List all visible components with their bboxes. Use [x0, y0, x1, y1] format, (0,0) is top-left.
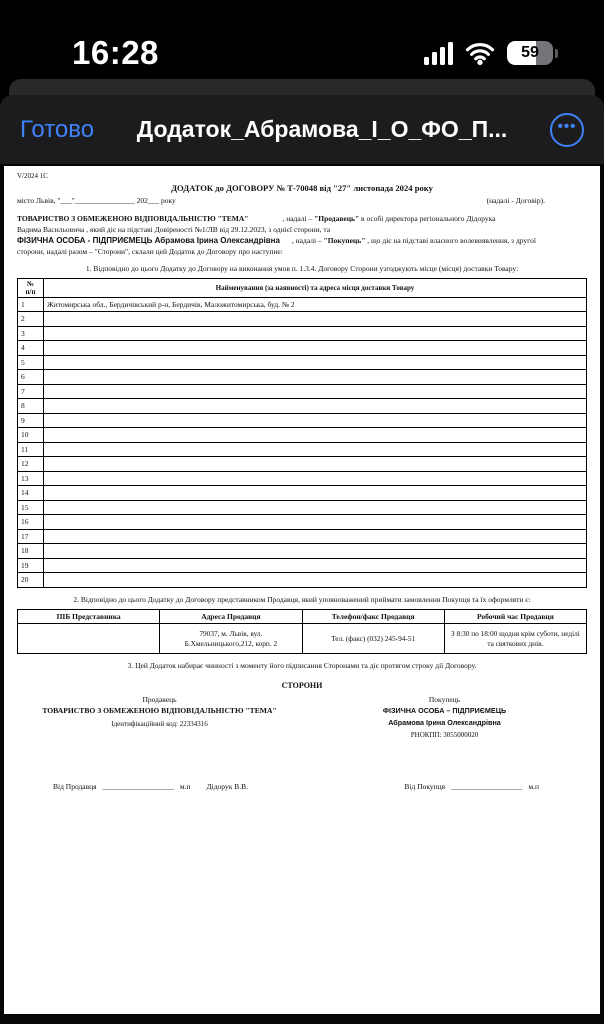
battery-percent: 59 — [521, 44, 539, 61]
table-row — [18, 471, 587, 486]
row-address-cell — [44, 544, 587, 559]
row-number-cell: 17 — [18, 529, 44, 544]
delivery-locations-table — [17, 278, 587, 588]
table-row — [18, 500, 587, 515]
buyer-signature-block — [404, 782, 539, 792]
row-address-cell — [44, 384, 587, 399]
seller-line2: Вадима Васильовича , який діє на підставі Довіреності №1/ЛВ від 29.12.2023, з однієї сторони, та — [17, 224, 331, 234]
clock: 16:28 — [72, 34, 159, 71]
buyer-line1: ФІЗИЧНА ОСОБА - ПІДПРИЄМЕЦЬ Абрамова Ірина Олександрівна , надалі – "Покупець" , що діє на підставі власного волевиявлення, з другої — [17, 236, 536, 246]
row-address-cell — [44, 312, 587, 327]
buyer-sign-mp: м.п — [528, 782, 539, 792]
row-address-cell — [44, 428, 587, 443]
battery-nub — [555, 49, 558, 58]
table-row — [18, 457, 587, 472]
table-row — [18, 515, 587, 530]
row-number-cell: 5 — [18, 355, 44, 370]
signature-row — [17, 782, 587, 792]
row-address-cell — [44, 413, 587, 428]
row-number-cell: 1 — [18, 297, 44, 312]
row-address-cell — [44, 486, 587, 501]
row-number-cell: 18 — [18, 544, 44, 559]
rep-hours-cell: З 8:30 по 18:00 щодня крім суботи, неділі та святкових днів. — [444, 624, 586, 654]
seller-company-name: ТОВАРИСТВО З ОБМЕЖЕНОЮ ВІДПОВІДАЛЬНІСТЮ "ТЕМА" — [42, 706, 277, 716]
table-row — [18, 312, 587, 327]
row-address-cell — [44, 457, 587, 472]
row-number-cell: 13 — [18, 471, 44, 486]
row-address-cell — [44, 500, 587, 515]
column-header-hours: Робочий час Продавця — [444, 609, 586, 624]
row-address-cell — [44, 515, 587, 530]
parties-paragraph — [17, 214, 587, 257]
table-row — [18, 558, 587, 573]
more-options-button[interactable]: ••• — [550, 113, 584, 147]
table-row — [18, 355, 587, 370]
seller-sign-label: Від Продавця — [53, 782, 97, 792]
row-address-cell: Житомирська обл., Бердичівський р-н, Бердичів, Маложитомирська, буд. № 2 — [44, 297, 587, 312]
table-row — [18, 326, 587, 341]
parties-columns — [17, 695, 587, 741]
table-row — [18, 413, 587, 428]
seller-column — [17, 695, 302, 741]
nav-bar — [0, 95, 604, 164]
row-number-cell: 16 — [18, 515, 44, 530]
clause-3: 3. Цей Додаток набирає чинності з моменту його підписання Сторонами та діє протягом строку дії Договору. — [127, 661, 477, 671]
hereinafter-note: (надалі - Договір). — [486, 196, 545, 206]
row-address-cell — [44, 442, 587, 457]
delivery-table-body — [18, 297, 587, 587]
seller-sign-mp: м.п — [179, 782, 191, 792]
table-row — [18, 428, 587, 443]
row-number-cell: 3 — [18, 326, 44, 341]
seller-signer-name: Дідорук В.В. — [206, 782, 248, 792]
document-page — [4, 166, 600, 1014]
document-viewport[interactable] — [0, 164, 604, 1024]
row-number-cell: 19 — [18, 558, 44, 573]
cellular-signal-icon — [424, 42, 454, 65]
row-address-cell — [44, 326, 587, 341]
document-title: Додаток_Абрамова_І_О_ФО_П... — [136, 116, 508, 142]
seller-signature-block — [53, 782, 248, 792]
rep-phone-cell: Тел. (факс) (032) 245-94-51 — [302, 624, 444, 654]
row-number-cell: 15 — [18, 500, 44, 515]
column-header-name: Найменування (за наявності) та адреса місця доставки Товару — [44, 278, 587, 297]
rep-table-row — [18, 624, 587, 654]
buyer-line2: сторони, надалі разом – "Сторони", склали цей Додаток до Договору про наступне: — [17, 246, 283, 256]
row-address-cell — [44, 355, 587, 370]
doc-city-line — [17, 196, 587, 206]
table-row — [18, 529, 587, 544]
table-row — [18, 384, 587, 399]
rep-address-cell: 79037, м. Львів, вул. Б.Хмельницького,212, корп. 2 — [160, 624, 302, 654]
delivery-table-header — [18, 278, 587, 297]
seller-role-label: Продавець — [142, 694, 177, 704]
column-header-address: Адреса Продавця — [160, 609, 302, 624]
doc-version: V/2024 1С — [17, 172, 48, 180]
column-header-number: № п/п — [18, 278, 44, 297]
table-row — [18, 370, 587, 385]
seller-line1: ТОВАРИСТВО З ОБМЕЖЕНОЮ ВІДПОВІДАЛЬНІСТЮ "ТЕМА" , надалі – "Продавець" в особі директора регіонального Дідорука — [17, 214, 496, 224]
row-address-cell — [44, 399, 587, 414]
row-number-cell: 4 — [18, 341, 44, 356]
representative-table — [17, 609, 587, 655]
buyer-role-label: Покупець — [428, 694, 461, 704]
buyer-sign-label: Від Покупця — [404, 782, 446, 792]
row-number-cell: 6 — [18, 370, 44, 385]
table-row — [18, 442, 587, 457]
row-address-cell — [44, 341, 587, 356]
row-number-cell: 9 — [18, 413, 44, 428]
table-row — [18, 297, 587, 312]
status-icons — [424, 41, 559, 65]
buyer-person-name: Абрамова Ірина Олександрівна — [388, 717, 501, 727]
wifi-icon — [464, 41, 496, 65]
table-row — [18, 399, 587, 414]
row-number-cell: 2 — [18, 312, 44, 327]
row-number-cell: 7 — [18, 384, 44, 399]
buyer-id-code: РНОКПП: 3055000020 — [410, 730, 479, 739]
rep-table-header — [18, 609, 587, 624]
clause-2: 2. Відповідно до цього Додатку до Договору представником Продавця, який уповноважений приймати замовлення Покупця та їх оформляти є: — [73, 594, 531, 604]
buyer-sign-line: ___________________ — [451, 782, 523, 792]
row-number-cell: 14 — [18, 486, 44, 501]
row-address-cell — [44, 471, 587, 486]
table-row — [18, 341, 587, 356]
table-row — [18, 544, 587, 559]
clause-1: 1. Відповідно до цього Додатку до Договору на виконання умов п. 1.3.4. Договору Сторони узгоджують місце (місця) доставки Товару: — [85, 264, 519, 274]
buyer-column — [302, 695, 587, 741]
doc-heading: ДОДАТОК до ДОГОВОРУ № Т-70048 від "27" листопада 2024 року — [171, 183, 433, 194]
done-button[interactable]: Готово — [20, 115, 95, 143]
buyer-entity-type: ФІЗИЧНА ОСОБА – ПІДПРИЄМЕЦЬ — [382, 706, 507, 716]
seller-id-code: Ідентифікаційний код: 22334316 — [111, 720, 208, 729]
column-header-phone: Телефон/факс Продавця — [302, 609, 444, 624]
table-row — [18, 573, 587, 588]
row-address-cell — [44, 529, 587, 544]
parties-section-title: СТОРОНИ — [281, 681, 323, 691]
row-number-cell: 11 — [18, 442, 44, 457]
row-number-cell: 12 — [18, 457, 44, 472]
seller-sign-line: ___________________ — [102, 782, 174, 792]
city-date-blank: місто Львів, "___"________________ 202___ року — [17, 196, 176, 206]
table-row — [18, 486, 587, 501]
row-number-cell: 8 — [18, 399, 44, 414]
row-address-cell — [44, 370, 587, 385]
battery-icon — [507, 41, 553, 65]
row-address-cell — [44, 558, 587, 573]
row-address-cell — [44, 573, 587, 588]
rep-name-cell — [18, 624, 160, 654]
row-number-cell: 10 — [18, 428, 44, 443]
column-header-rep-name: ПІБ Представника — [18, 609, 160, 624]
row-number-cell: 20 — [18, 573, 44, 588]
